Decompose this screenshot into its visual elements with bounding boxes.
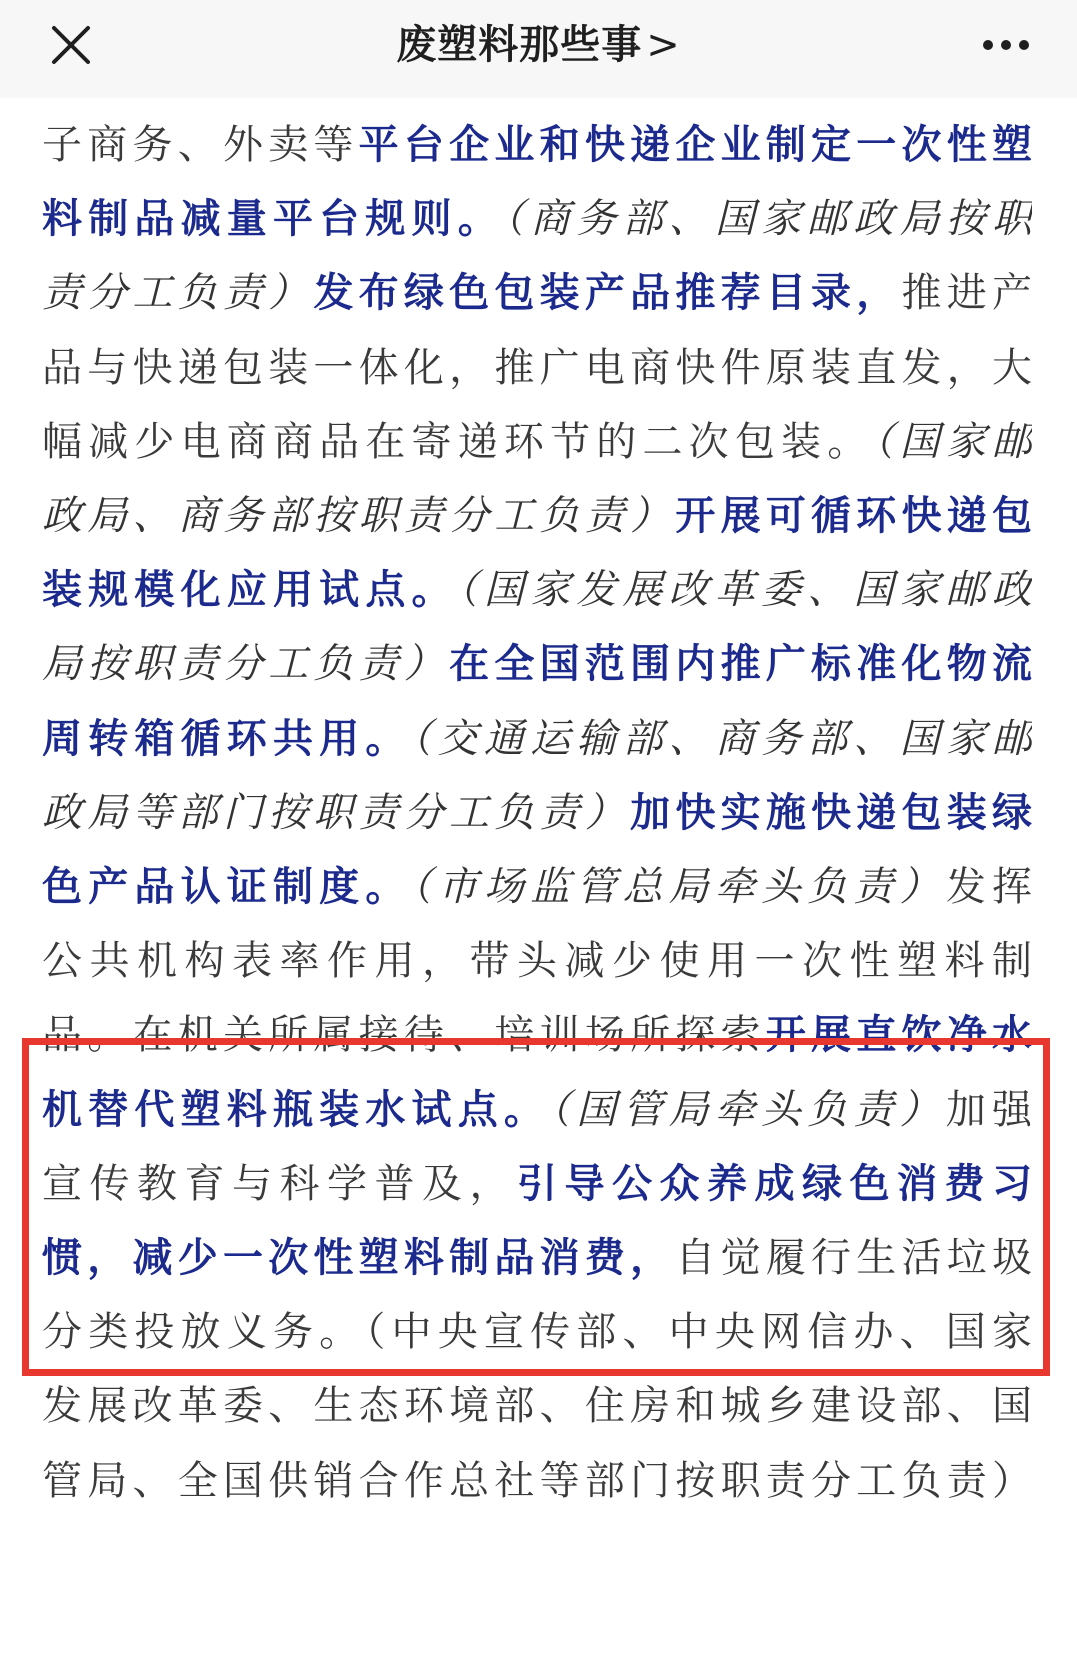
body-text: 公共机构表率作用，带头减少使用一次性塑料制	[42, 938, 1032, 985]
emphasized-text: 引导公众养成绿色消费习	[517, 1160, 1032, 1207]
account-title-text: 废塑料那些事	[396, 22, 643, 68]
more-icon[interactable]	[978, 22, 1034, 68]
article-line	[42, 403, 1032, 481]
body-text: 加强	[945, 1086, 1032, 1133]
responsibility-note: （市场监管总局牵头负责）	[411, 864, 946, 910]
article-line	[42, 774, 1032, 852]
emphasized-text: 机替代塑料瓶装水试点。	[42, 1086, 551, 1133]
emphasized-text: 平台企业和快递企业制定一次性塑	[358, 122, 1032, 168]
emphasized-text: 发布绿色包装产品推荐目录，	[313, 270, 902, 317]
body-text: 分类投放义务。（中央宣传部、中央网信办、国家	[42, 1309, 1032, 1356]
article-line	[42, 254, 1032, 332]
emphasized-text: 开展直饮净水	[765, 1012, 1032, 1059]
chevron-right-icon: >	[646, 22, 681, 68]
emphasized-text: 惯，减少一次性塑料制品消费，	[42, 1235, 676, 1281]
responsibility-note: 责分工负责）	[42, 270, 314, 317]
body-text: 发展改革委、生态环境部、住房和城乡建设部、国	[42, 1383, 1032, 1430]
red-highlight-box	[22, 1038, 1050, 1376]
body-text: 品与快递包装一体化，推广电商快件原装直发，大	[42, 344, 1032, 391]
body-text: 管局、全国供销合作总社等部门按职责分工负责）	[42, 1457, 1032, 1504]
article-line	[42, 625, 1032, 703]
emphasized-text: 加快实施快递包装绿	[630, 789, 1032, 836]
body-text: 幅减少电商商品在寄递环节的二次包装。	[42, 418, 874, 465]
responsibility-note: （国家发展改革委、国家邮政	[457, 567, 1032, 614]
responsibility-note: 政局、商务部按职责分工负责）	[42, 493, 676, 539]
responsibility-note: 局按职责分工负责）	[42, 641, 450, 688]
emphasized-text: 装规模化应用试点。	[42, 567, 458, 614]
article-line	[42, 1367, 1032, 1445]
responsibility-note: 政局等部门按职责分工负责）	[42, 789, 631, 836]
article-line	[42, 477, 1032, 555]
emphasized-text: 色产品认证制度。	[42, 864, 412, 910]
body-text: 自觉履行生活垃圾	[675, 1235, 1032, 1281]
article-line	[42, 1442, 1032, 1520]
close-icon[interactable]	[48, 22, 94, 68]
emphasized-text: 周转箱循环共用。	[42, 715, 412, 762]
responsibility-note: （交通运输部、商务部、国家邮	[411, 715, 1032, 762]
article-line	[42, 700, 1032, 778]
emphasized-text: 料制品减量平台规则。	[42, 196, 504, 243]
body-text: 品。在机关所属接待、培训场所探索	[42, 1012, 766, 1059]
responsibility-note: （国管局牵头负责）	[550, 1086, 946, 1133]
body-text: 子商务、外卖等	[42, 122, 359, 168]
article-line	[42, 848, 1032, 926]
article-line	[42, 551, 1032, 629]
responsibility-note: （国家邮	[873, 418, 1032, 465]
top-navigation-bar	[0, 0, 1077, 98]
account-title[interactable]	[200, 18, 877, 72]
article-line	[42, 922, 1032, 1000]
body-text: 发挥	[945, 864, 1032, 910]
responsibility-note: （商务部、国家邮政局按职	[503, 196, 1032, 243]
emphasized-text: 在全国范围内推广标准化物流	[449, 641, 1032, 688]
body-text: 宣传教育与科学普及，	[42, 1160, 517, 1207]
article-line	[42, 180, 1032, 258]
article-line	[42, 106, 1032, 184]
emphasized-text: 开展可循环快递包	[675, 493, 1032, 539]
body-text: 推进产	[901, 270, 1032, 317]
article-line	[42, 329, 1032, 407]
